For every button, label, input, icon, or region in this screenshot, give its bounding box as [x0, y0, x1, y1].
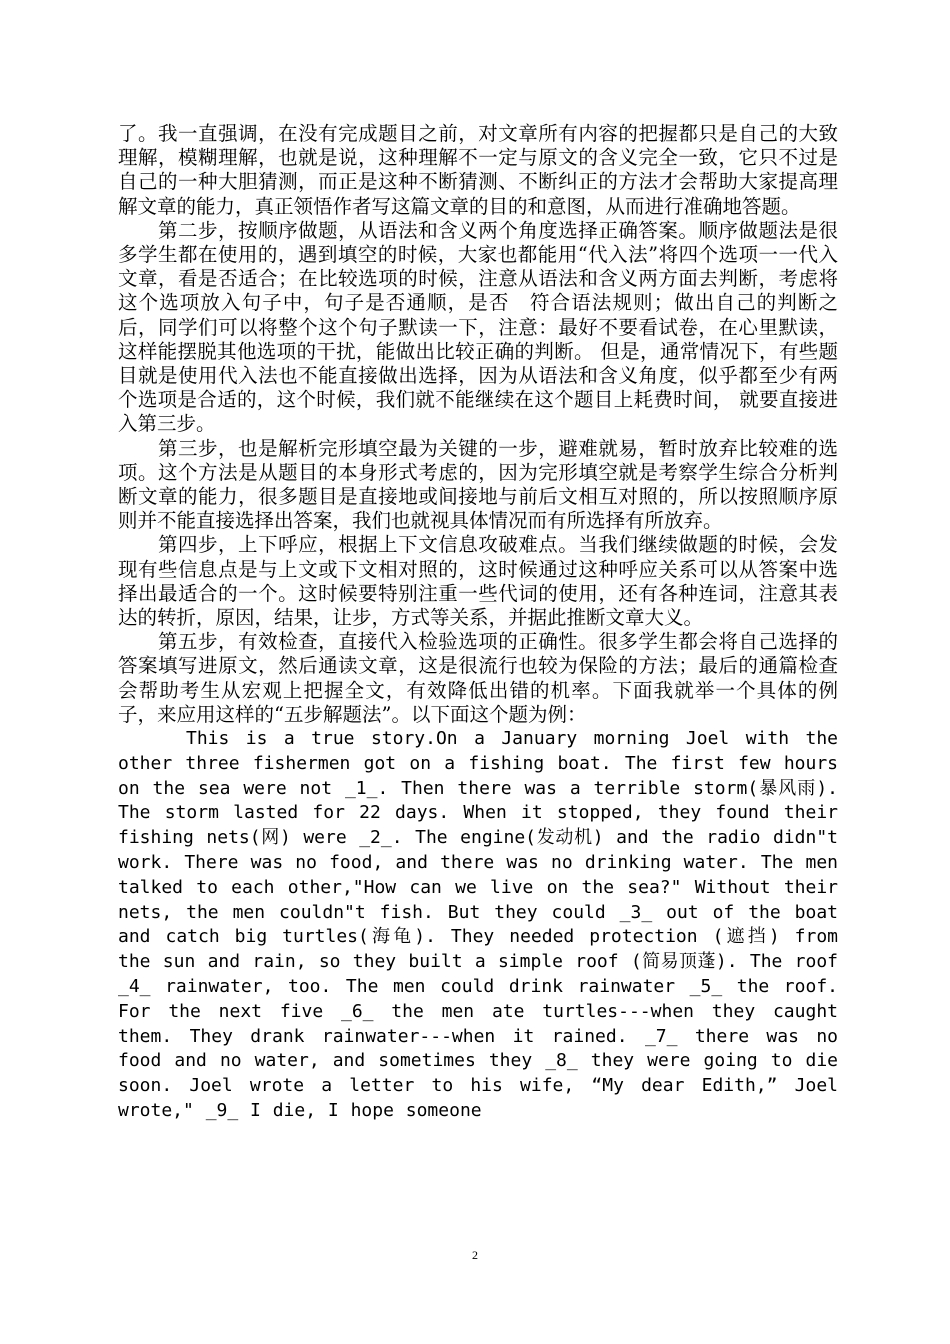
cloze-passage: This is a true story.On a January morning Joel with the other three fishermen got on a fishing boat. The first few hours on the sea were not _1_. Then there was a terrible storm(暴风雨). The storm lasted for 22 days. When it stopped, they found their fishing nets(网) were _2_. The engine(发动机) and the radio didn"t work. There was no food, and there was no drinking water. The men talked to each other,"How can we live on the sea?" Without their nets, the men couldn"t fish. But they could _3_ out of the boat and catch big turtles(海龟). They needed protection (遮挡) from the sun and rain, so they built a simple roof (简易顶蓬). The roof _4_ rainwater, too. The men could drink rainwater _5_ the roof. For the next five _6_ the men ate turtles---when they caught them. They drank rainwater---when it rained. _7_ there was no food and no water, and sometimes they _8_ they were going to die soon. Joel wrote a letter to his wife, “My dear Edith,” Joel wrote," _9_ I die, I hope someone: [118, 728, 838, 1122]
paragraph-step-five: 第五步，有效检查，直接代入检验选项的正确性。很多学生都会将自己选择的答案填写进原文，然后通读文章，这是很流行也较为保险的方法；最后的通篇检查会帮助考生从宏观上把握全文，有效降低出错的机率。下面我就举一个具体的例子，来应用这样的“五步解题法”。以下面这个题为例：: [118, 630, 838, 726]
page-number: 2: [472, 1248, 478, 1262]
paragraph-step-three: 第三步，也是解析完形填空最为关键的一步，避难就易，暂时放弃比较难的选项。这个方法是从题目的本身形式考虑的，因为完形填空就是考察学生综合分析判断文章的能力，很多题目是直接地或间接地与前后文相互对照的，所以按照顺序原则并不能直接选择出答案，我们也就视具体情况而有所选择有所放弃。: [118, 436, 838, 533]
document-body: [118, 122, 838, 1124]
paragraph-continuation: 了。我一直强调，在没有完成题目之前，对文章所有内容的把握都只是自己的大致理解，模糊理解，也就是说，这种理解不一定与原文的含义完全一致，它只不过是自己的一种大胆猜测，而正是这种不断猜测、不断纠正的方法才会帮助大家提高理解文章的能力，真正领悟作者写这篇文章的目的和意图，从而进行准确地答题。: [118, 122, 838, 218]
paragraph-step-two: 第二步，按顺序做题，从语法和含义两个角度选择正确答案。顺序做题法是很多学生都在使用的，遇到填空的时候，大家也都能用“代入法”将四个选项一一代入文章，看是否适合；在比较选项的时候，注意从语法和含义两方面去判断，考虑将这个选项放入句子中，句子是否通顺，是否 符合语法规则；做出自己的判断之后，同学们可以将整个这个句子默读一下，注意：最好不要看试卷，在心里默读，这样能摆脱其他选项的干扰，能做出比较正确的判断。 但是，通常情况下，有些题目就是使用代入法也不能直接做出选择，因为从语法和含义角度，似乎都至少有两个选项是合适的，这个时候，我们就不能继续在这个题目上耗费时间， 就要直接进入第三步。: [118, 218, 838, 436]
paragraph-step-four: 第四步，上下呼应，根据上下文信息攻破难点。当我们继续做题的时候，会发现有些信息点是与上文或下文相对照的，这时候通过这种呼应关系可以从答案中选择出最适合的一个。这时候要特别注重一些代词的使用，还有各种连词，注意其表达的转折，原因，结果，让步，方式等关系，并据此推断文章大义。: [118, 533, 838, 630]
